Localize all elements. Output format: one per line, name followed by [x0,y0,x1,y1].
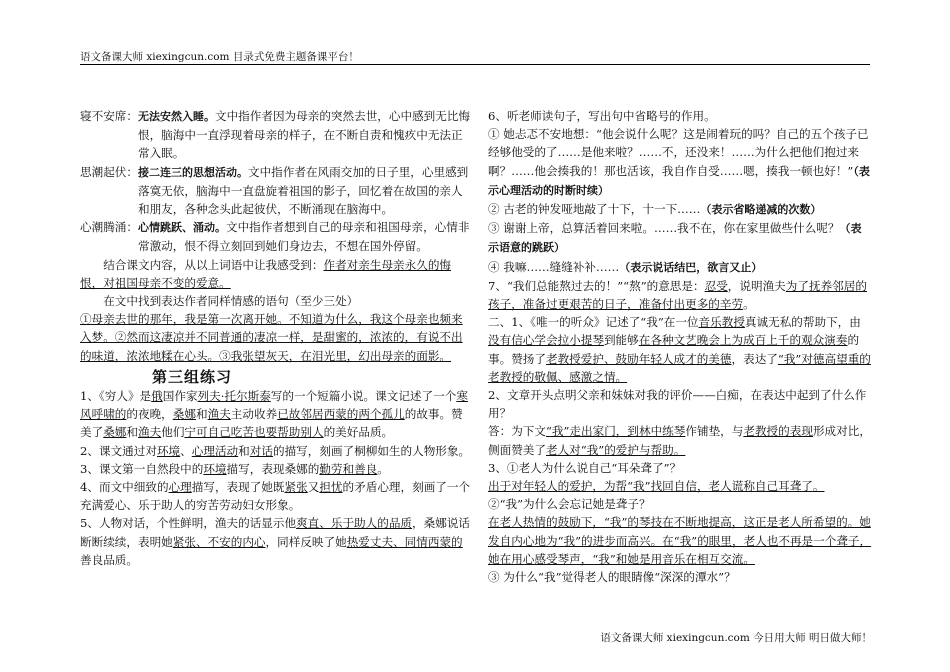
section-2-q1: 二、1、《唯一的听众》记述了“我”在一位音乐教授真诚无私的帮助下，由没有信心学会拉小提琴到能够在各种文艺晚会上为成百上千的观众演奏的事。赞扬了老教授爱护、鼓励年轻人成才的美德，表达了“我”对德高望重的老教授的敬佩、感激之情。 [488,315,871,384]
page-header: 语文备课大师 xiexingcun.com 目录式免费主题备课平台！ [80,51,359,63]
question-7: 7、“我们总能熬过去的！”“熬”的意思是：忍受，说明渔夫为了抚养邻居的孩子，准备过更艰苦的日子，准备付出更多的辛劳。 [488,278,867,312]
instruction-paragraph: 在文中找到表达作者同样情感的语句（至少三处） [103,294,359,309]
question-6-item: ① 她忐忑不安地想：“他会说什么呢？这是闹着玩的吗？自己的五个孩子已经够他受的了……是他来啦？……不，还没来！……为什么把他们抱过来啊？……他会揍我的！那也活该，我自作自受……嗯，揍我一顿也好！”（表示心理活动的时断时续） [488,127,870,197]
question-6-item: ② 古老的钟发哑地敲了十下，十一下……（表示省略递减的次数） [488,202,822,217]
section-2-q2: 2、文章开头点明父亲和妹妹对我的评价——白痴，在表达中起到了什么作用？ [488,388,867,421]
term-item: 心潮腾涌： 心情跳跃、涌动。文中指作者想到自己的母亲和祖国母亲，心情非常激动，恨不得立刻回到她们身边去，不想在国外停留。 [80,220,470,254]
term-item: 思潮起伏： 接二连三的思想活动。文中指作者在风雨交加的日子里，心里感到落寞无依，脑海中一直盘旋着祖国的影子，回忆着在故国的亲人和朋友，各种念头此起彼伏，不断涌现在脑海中。 [80,164,469,217]
question-1: 1、《穷人》是俄国作家列夫·托尔斯泰写的一个短篇小说。课文记述了一个寒风呼啸的的夜晚，桑娜和渔夫主动收养已故邻居西蒙的两个孤儿的故事。赞美了桑娜和渔夫他们宁可自己吃苦也要帮助别人的美好品质。 [80,389,468,440]
header-rule [80,64,870,65]
right-column [488,107,872,586]
section-title: 第三组练习 [152,367,233,386]
feeling-paragraph: 结合课文内容，从以上词语中让我感受到：作者对亲生母亲永久的悔恨，对祖国母亲不变的爱意。 [80,257,452,290]
question-6-item: ③ 谢谢上帝，总算活着回来啦。……我不在，你在家里做些什么呢？（表示语意的跳跃） [488,221,862,255]
question-2: 2、课文通过对环境、心理活动和对话的描写，刻画了桐柳如生的人物形象。 [80,443,471,458]
section-2-q3-1-answer: 出于对年轻人的爱护，为帮“我”找回自信，老人谎称自己耳聋了。 [488,479,825,494]
left-column [80,107,472,569]
question-6-item: ④ 我嘛……缝缝补补……（表示说话结巴，欲言又止） [488,259,763,274]
section-2-q3-1: 3、①老人为什么说自己“耳朵聋了”？ [488,460,682,475]
term-item: 寝不安席： 无法安然入睡。文中指作者因为母亲的突然去世，心中感到无比悔恨，脑海中一直浮现着母亲的样子，在不断自责和愧疚中无法正常入眠。 [80,109,471,161]
section-2-q3-2-answer: 在老人热情的鼓励下，“我”的琴技在不断地提高，这正是老人所希望的。她发自内心地为“我”的进步而高兴。在“我”的眼里，老人也不再是一个聋子，她在用心感受琴声，“我”和她是用音乐在相互交流。 [488,515,872,566]
quoted-sentences: ①母亲去世的那年，我是第一次离开她。不知道为什么，我这个母亲也频来入梦。②然而这凄凉并不同普通的凄凉一样，是甜蜜的，浓浓的，有说不出的味道，浓浓地糅在心头。③我张望灰天，在泪光里，幻出母亲的面影。 [80,312,463,363]
question-3: 3、课文第一自然段中的环境描写，表现桑娜的勤劳和善良。 [80,461,389,476]
section-2-q3-3: ③ 为什么“我”觉得老人的眼睛像“深深的潭水”？ [488,570,736,585]
page-footer: 语文备课大师 xiexingcun.com 今日用大师 明日做大师！ [600,632,872,644]
question-5: 5、人物对话，个性鲜明，渔夫的话显示他爽直、乐于助人的品质，桑娜说话断断续续，表明她紧张、不安的内心，同样反映了她热爱丈夫、同情西蒙的善良品质。 [80,516,471,567]
section-2-q3-2: ②“我”为什么会忘记她是聋子？ [488,497,651,512]
section-2-q2-answer: 答：为下文“我”走出家门，到林中练琴作铺垫，与老教授的表现形成对比，侧面赞美了老人对“我”的爱护与帮助。 [488,424,871,457]
question-4: 4、而文中细致的心理描写，表现了她既紧张又担忧的矛盾心理，刻画了一个充满爱心、乐于助人的穷苦劳动妇女形象。 [80,480,471,513]
question-6-title: 6、听老师读句子，写出句中省略号的作用。 [488,109,716,123]
